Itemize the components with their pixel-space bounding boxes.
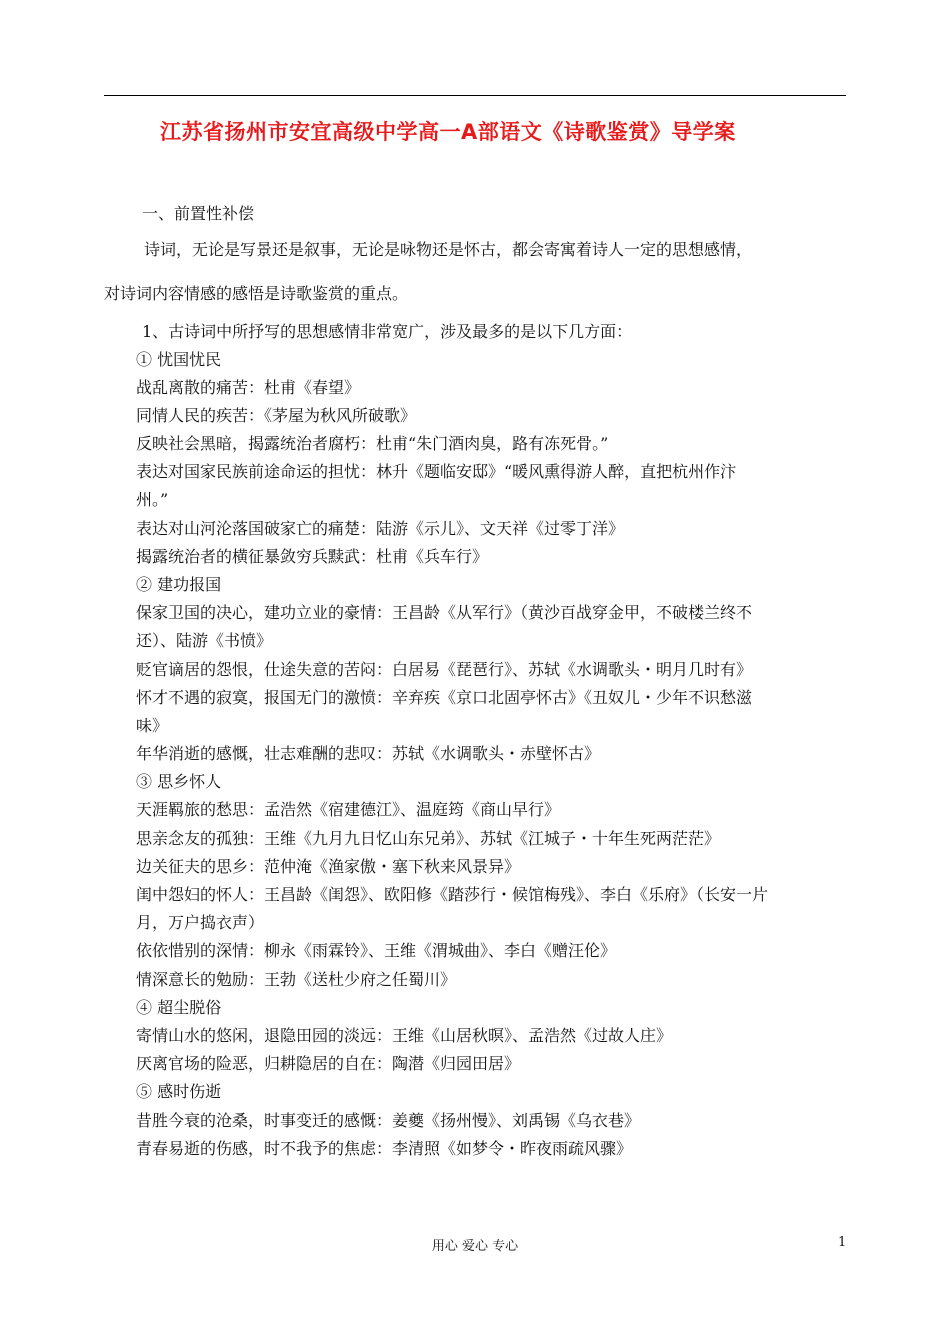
category-heading: ① 忧国忧民 bbox=[136, 350, 222, 369]
text-line: 同情人民的疾苦：《茅屋为秋风所破歌》 bbox=[136, 406, 417, 425]
text-line: 年华消逝的感慨，壮志难酬的悲叹：苏轼《水调歌头・赤壁怀古》 bbox=[136, 744, 601, 763]
text-line: 依依惜别的深情：柳永《雨霖铃》、王维《渭城曲》、李白《赠汪伦》 bbox=[136, 941, 617, 960]
text-line: 战乱离散的痛苦：杜甫《春望》 bbox=[136, 378, 361, 397]
category-heading: ③ 思乡怀人 bbox=[136, 772, 222, 791]
text-line: 寄情山水的悠闲，退隐田园的淡远：王维《山居秋暝》、孟浩然《过故人庄》 bbox=[136, 1026, 673, 1045]
text-line: 1、古诗词中所抒写的思想感情非常宽广，涉及最多的是以下几方面： bbox=[142, 322, 633, 341]
text-line: 贬官谪居的怨恨，仕途失意的苦闷：白居易《琵琶行》、苏轼《水调歌头・明月几时有》 bbox=[136, 660, 753, 679]
page-number: 1 bbox=[838, 1235, 847, 1250]
intro-paragraph-line-1: 诗词，无论是写景还是叙事，无论是咏物还是怀古，都会寄寓着诗人一定的思想感情， bbox=[144, 240, 753, 259]
text-line: 厌离官场的险恶，归耕隐居的自在：陶潜《归园田居》 bbox=[136, 1054, 521, 1073]
document-title: 江苏省扬州市安宜高级中学高一A部语文《诗歌鉴赏》导学案 bbox=[160, 120, 736, 144]
header-rule bbox=[104, 95, 846, 96]
text-line: 怀才不遇的寂寞，报国无门的激愤：辛弃疾《京口北固亭怀古》《丑奴儿・少年不识愁滋 bbox=[136, 688, 753, 707]
text-line: 闺中怨妇的怀人：王昌龄《闺怨》、欧阳修《踏莎行・候馆梅残》、李白《乐府》（长安一片 bbox=[136, 885, 769, 904]
text-line: 情深意长的勉励：王勃《送杜少府之任蜀川》 bbox=[136, 970, 457, 989]
text-line: 天涯羁旅的愁思：孟浩然《宿建德江》、温庭筠《商山早行》 bbox=[136, 800, 561, 819]
section-heading: 一、前置性补偿 bbox=[142, 204, 255, 223]
text-line: 揭露统治者的横征暴敛穷兵黩武：杜甫《兵车行》 bbox=[136, 547, 489, 566]
text-line: 青春易逝的伤感，时不我予的焦虑：李清照《如梦令・昨夜雨疏风骤》 bbox=[136, 1139, 633, 1158]
category-heading: ⑤ 感时伤逝 bbox=[136, 1082, 222, 1101]
text-line: 表达对国家民族前途命运的担忧：林升《题临安邸》“暖风熏得游人醉，直把杭州作汴 bbox=[136, 462, 737, 481]
text-line: 保家卫国的决心，建功立业的豪情：王昌龄《从军行》（黄沙百战穿金甲，不破楼兰终不 bbox=[136, 603, 753, 622]
footer-motto: 用心 爱心 专心 bbox=[431, 1239, 519, 1254]
text-line: 思亲念友的孤独：王维《九月九日忆山东兄弟》、苏轼《江城子・十年生死两茫茫》 bbox=[136, 829, 721, 848]
intro-paragraph-line-2: 对诗词内容情感的感悟是诗歌鉴赏的重点。 bbox=[104, 284, 409, 303]
text-line: 州。” bbox=[136, 490, 169, 509]
text-line: 还）、陆游《书愤》 bbox=[136, 631, 273, 650]
text-line: 月，万户捣衣声） bbox=[136, 913, 265, 932]
text-line: 反映社会黑暗，揭露统治者腐朽：杜甫“朱门酒肉臭，路有冻死骨。” bbox=[136, 434, 609, 453]
text-line: 味》 bbox=[136, 716, 169, 735]
category-heading: ④ 超尘脱俗 bbox=[136, 998, 222, 1017]
text-line: 昔胜今衰的沧桑，时事变迁的感慨：姜夔《扬州慢》、刘禹锡《乌衣巷》 bbox=[136, 1111, 641, 1130]
text-line: 表达对山河沦落国破家亡的痛楚：陆游《示儿》、文天祥《过零丁洋》 bbox=[136, 519, 625, 538]
category-heading: ② 建功报国 bbox=[136, 575, 222, 594]
text-line: 边关征夫的思乡：范仲淹《渔家傲・塞下秋来风景异》 bbox=[136, 857, 521, 876]
